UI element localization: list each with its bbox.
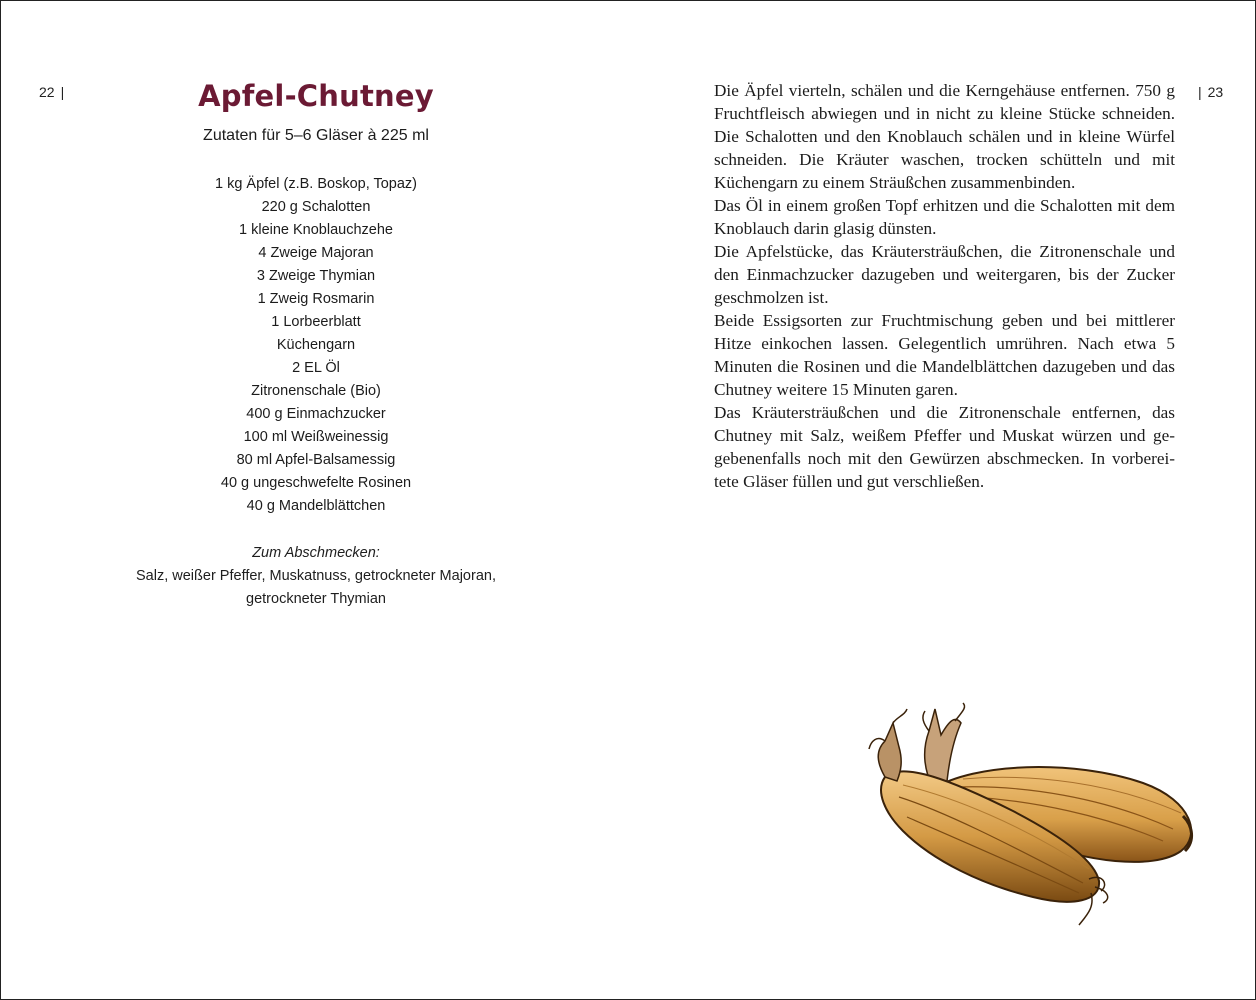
shallots-svg [863, 701, 1208, 941]
shallot-front-stem [878, 723, 901, 781]
instruction-paragraph: Beide Essigsorten zur Fruchtmischung geben und bei mittlerer Hitze einkochen lassen. Gelegentlich umrühren. Nach etwa 5 Minuten die Rosinen und die Mandelblättchen dazugeben und das Chutney weitere 15 Minuten garen. [714, 311, 1175, 399]
seasoning-text: Salz, weißer Pfeffer, Muskatnuss, getrockneter Majoran, getrockneter Thymian [136, 568, 496, 607]
ingredient-item: 2 EL Öl [292, 360, 340, 376]
ingredient-item: 100 ml Weißweinessig [243, 429, 389, 445]
instruction-paragraph: Das Öl in einem großen Topf erhitzen und die Schalotten mit dem Knoblauch darin glasig dünsten. [714, 196, 1175, 238]
ingredient-item: 4 Zweige Majoran [258, 245, 374, 261]
page-number-separator: | [1198, 84, 1202, 100]
ingredient-list [111, 173, 521, 518]
instruction-paragraph: Das Kräutersträußchen und die Zitronenschale entfernen, das Chutney mit Salz, weißem Pfeffer und Muskat würzen und gegebenenfalls noch mit den Gewürzen abschmecken. In vorbereitete Gläser füllen und gut verschließen. [714, 403, 1175, 491]
page-number-right [1192, 84, 1223, 100]
ingredient-item: 400 g Einmachzucker [246, 406, 386, 422]
ingredient-item: Zitronenschale (Bio) [251, 383, 381, 399]
page-number-separator: | [60, 84, 65, 100]
page-number-right-value: 23 [1207, 84, 1224, 100]
instruction-paragraph: Die Äpfel vierteln, schälen und die Kerngehäuse entfernen. 750 g Fruchtfleisch abwiegen und in nicht zu kleine Stücke schneiden. Die Schalotten und den Knoblauch schälen und in kleine Würfel schneiden. Die Kräuter waschen, trocken schütteln und mit Küchengarn zu einem Sträußchen zusammenbinden. [714, 81, 1175, 192]
instructions-column [714, 79, 1175, 493]
ingredient-item: 40 g Mandelblättchen [246, 498, 386, 514]
ingredient-item: 1 Zweig Rosmarin [257, 291, 375, 307]
ingredient-item: 1 kg Äpfel (z.B. Boskop, Topaz) [214, 176, 418, 192]
ingredient-item: 1 Lorbeerblatt [271, 314, 361, 330]
shallots-illustration [863, 701, 1208, 941]
ingredient-item: 40 g ungeschwefelte Rosinen [220, 475, 412, 491]
instruction-paragraph: Die Apfelstücke, das Kräutersträußchen, die Zitronenschale und den Einmachzucker dazugeben und weitergaren, bis der Zucker geschmolzen ist. [714, 242, 1175, 307]
page-number-left-value: 22 [39, 84, 55, 100]
recipe-title: Apfel-Chutney [198, 79, 434, 113]
page-number-left [39, 84, 70, 100]
ingredient-item: Küchengarn [276, 337, 356, 353]
ingredient-item: 1 kleine Knoblauchzehe [239, 222, 393, 238]
ingredient-item: 80 ml Apfel-Balsamessig [236, 452, 396, 468]
ingredient-item: 3 Zweige Thymian [256, 268, 376, 284]
recipe-yield: Zutaten für 5–6 Gläser à 225 ml [203, 127, 429, 144]
recipe-ingredients-column [111, 77, 521, 611]
seasoning-label: Zum Abschmecken: [252, 545, 380, 561]
ingredient-item: 220 g Schalotten [261, 199, 371, 215]
